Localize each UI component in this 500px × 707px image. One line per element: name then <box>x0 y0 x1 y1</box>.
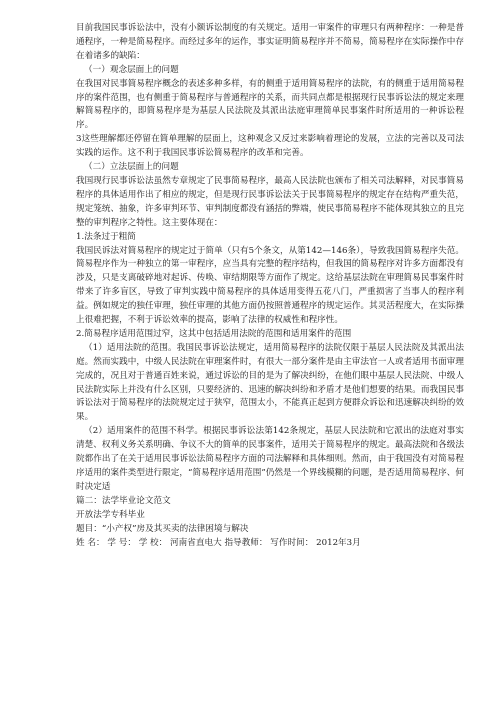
program-line: 开放法学专科毕业 <box>76 509 145 520</box>
paragraph-case-scope: （2）适用案件的范围不科学。根据民事诉讼法第142条规定，基层人民法院和它派出的法庭对事实清楚、权利义务关系明确、争议不大的简单的民事案件，适用关于简易程序的规定。最高法院和各级法院都作出了在关于适用民事诉讼法简易程序方面的司法解释和具体细则。然而，由于我国没有对简易程序适用的案件类型进行限定，“简易程序适用范围”仍然是一个界线模糊的问题，是否适用简易程序、何时决定适 <box>76 426 464 492</box>
part-two-heading: 篇二：法学毕业论文范文 <box>76 495 171 506</box>
paragraph-concept-2: 3这些理解都还停留在简单理解的层面上，这种观念又反过来影响着理论的发展，立法的完善以及司法实践的运作。这不利于我国民事诉讼简易程序的改革和完善。 <box>76 134 464 159</box>
paragraph-concept: 在我国对民事简易程序概念的表述多种多样，有的侧重于适用简易程序的法院，有的侧重于适用简易程序的案件范围，也有侧重于简易程序与普通程序的关系，而共同点都是根据现行民事诉讼法的规定来理解简易程序的，即简易程序是为基层人民法院及其派出法庭审理简单民事案件时所适用的一种诉讼程序。 <box>76 78 464 131</box>
paragraph-intro: 目前我国民事诉讼法中，没有小额诉讼制度的有关规定。适用一审案件的审理只有两种程序：一种是普通程序，一种是简易程序。而经过多年的运作，事实证明简易程序并不简易，简易程序在实际操作中存在着诸多的缺陷： <box>76 23 464 61</box>
paragraph-court-scope: （1）适用法院的范围。我国民事诉讼法规定，适用简易程序的法院仅限于基层人民法院及其派出法庭。然而实践中，中级人民法院在审理案件时，有很大一部分案件是由主审法官一人或者适用书面审理完成的，况且对于普通百姓来说，通过诉讼的目的是为了解决纠纷，在他们眼中基层人民法院、中级人民法院实际上并没有什么区别，只要经济的、迅速的解决纠纷和矛盾才是他们想要的结果。而我国民事诉讼法对于简易程序的法院规定过于狭窄，范围太小，不能真正起到方便群众诉讼和迅速解决纠纷的效果。 <box>76 342 464 423</box>
paragraph-articles: 我国民诉法对简易程序的规定过于简单（只有5个条文，从第142—146条），导致我国简易程序失范。简易程序作为一种独立的第一审程序，应当具有完整的程序结构，但我国的简易程序对许多方面都没有涉及，只是支离破碎地对起诉、传唤、审结期限等方面作了规定。这给基层法院在审理简易民事案件时带来了许多盲区，导致了审判实践中简易程序的具体适用变得五花八门，严重损害了当事人的程序利益。例如规定的独任审理，独任审理的其他方面仍按照普通程序的规定运作。其灵活程度大，在实际操上很难把握，不利于诉讼效率的提高，影响了法律的权威性和程序性。 <box>76 245 464 326</box>
paragraph-legislation: 我国现行民事诉讼法虽然专章规定了民事简易程序，最高人民法院也颁布了相关司法解释，对民事简易程序的具体适用作出了相应的规定，但是现行民事诉讼法关于民事简易程序的规定存在结构严重失范，规定笼统、抽象，许多审判环节、审判制度都没有涵括的弊端，使民事简易程序不能体现其独立的且完整的审判程序之特性。这主要体现在： <box>76 175 464 228</box>
subheading-articles: 1.法条过于粗简 <box>76 231 136 242</box>
author-info-line: 姓 名： 学 号： 学 校： 河南省直电大 指导教师： 写作时间： 2012年3月 <box>76 537 361 548</box>
thesis-title: 题目：“小产权”房及其买卖的法律困境与解决 <box>76 523 249 534</box>
section-heading-legislation: （二）立法层面上的问题 <box>84 162 179 173</box>
section-heading-concept: （一）观念层面上的问题 <box>84 64 179 75</box>
subheading-scope: 2.简易程序适用范围过窄，这其中包括适用法院的范围和适用案件的范围 <box>76 328 352 339</box>
